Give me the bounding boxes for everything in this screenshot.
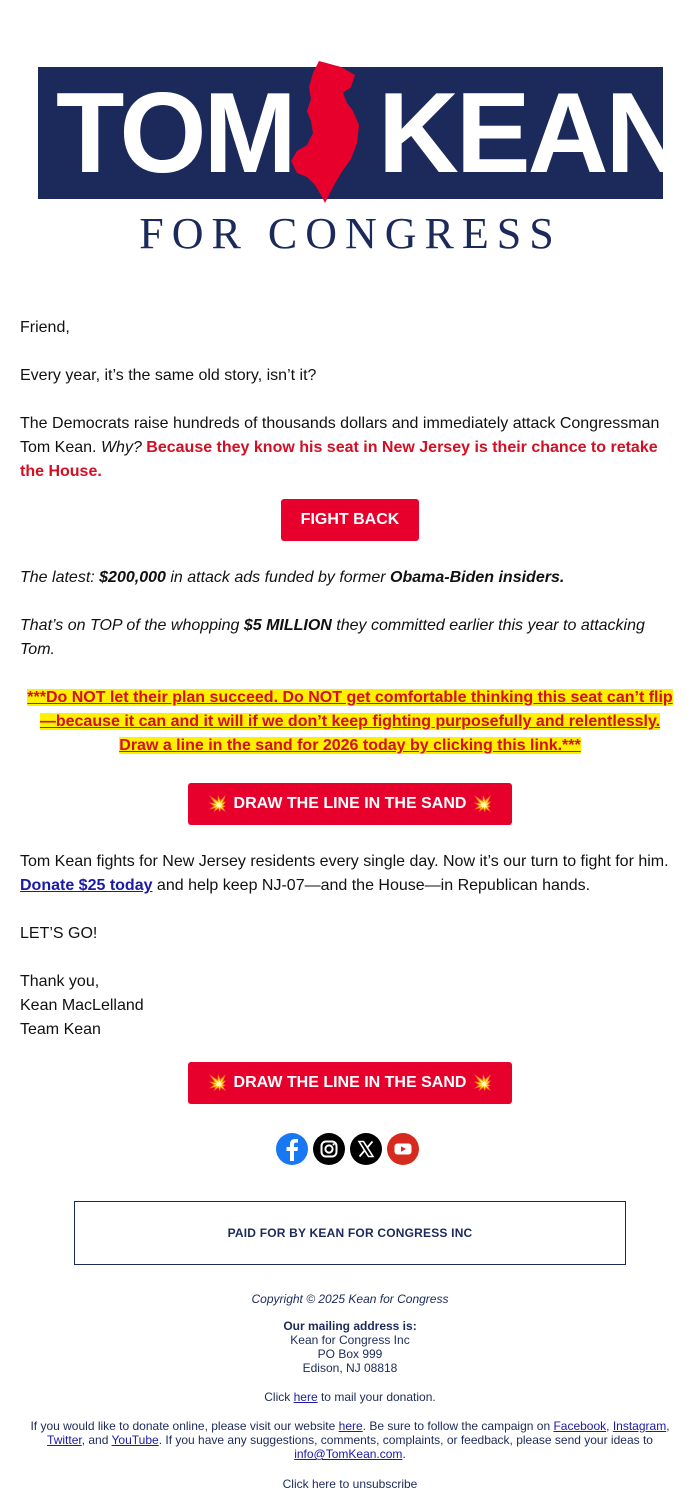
p2-text: The Democrats raise hundreds of thousands dollars and immediately attack Congressman Tom Kean. bbox=[20, 415, 660, 456]
explosion-icon: 💥 bbox=[207, 796, 228, 813]
unsubscribe-link[interactable]: Click here to unsubscribe bbox=[282, 1477, 418, 1491]
sign-name: Kean MacLelland bbox=[20, 997, 144, 1014]
address-line-3: Edison, NJ 08818 bbox=[302, 1361, 398, 1375]
p4-amount: $5 MILLION bbox=[243, 617, 332, 634]
period-text: . bbox=[402, 1447, 406, 1461]
p3-b: in attack ads funded by former bbox=[165, 569, 391, 586]
instagram-icon[interactable] bbox=[313, 1133, 345, 1165]
paragraph-same-story: Every year, it’s the same old story, isn’t it? bbox=[20, 367, 317, 384]
fight-back-button[interactable]: FIGHT BACK bbox=[281, 499, 419, 541]
paragraph-lets-go: LET’S GO! bbox=[20, 925, 98, 942]
p5-b: and help keep NJ-07—and the House—in Republican hands. bbox=[152, 877, 591, 894]
p3-a: The latest: bbox=[20, 569, 100, 586]
mailing-label: Our mailing address is: bbox=[283, 1319, 417, 1333]
x-icon[interactable] bbox=[350, 1133, 382, 1165]
comma-text: , bbox=[666, 1419, 670, 1433]
paragraph-latest bbox=[20, 566, 680, 590]
facebook-icon[interactable] bbox=[276, 1133, 308, 1165]
p2-why: Why? bbox=[100, 439, 142, 456]
mailing-address bbox=[20, 1319, 680, 1375]
address-line-1: Kean for Congress Inc bbox=[290, 1333, 410, 1347]
sign-thank-you: Thank you, bbox=[20, 973, 100, 990]
youtube-icon[interactable] bbox=[387, 1133, 419, 1165]
explosion-icon: 💥 bbox=[472, 1075, 493, 1092]
address-line-2: PO Box 999 bbox=[317, 1347, 383, 1361]
online-donation-paragraph bbox=[20, 1419, 680, 1461]
online-text-b: . Be sure to follow the campaign on bbox=[362, 1419, 554, 1433]
new-jersey-map-icon bbox=[281, 57, 376, 207]
p5-a: Tom Kean fights for New Jersey residents every single day. Now it’s our turn to fight for him. bbox=[20, 853, 669, 870]
website-here-link[interactable]: here bbox=[338, 1419, 363, 1433]
copyright: Copyright © 2025 Kean for Congress bbox=[251, 1292, 449, 1306]
highlight-line-3[interactable]: Draw a line in the sand for 2026 today by clicking this link.*** bbox=[119, 737, 581, 754]
logo-subtitle: FOR CONGRESS bbox=[139, 209, 562, 258]
logo-word-tom: TOM bbox=[56, 68, 294, 197]
highlight-line-1[interactable]: ***Do NOT let their plan succeed. Do NOT get comfortable thinking this seat can’t flip bbox=[27, 689, 673, 706]
greeting: Friend, bbox=[20, 319, 70, 336]
email-link[interactable]: info@TomKean.com bbox=[294, 1447, 403, 1461]
donate-link[interactable]: Donate $25 today bbox=[20, 877, 153, 894]
paid-for-disclaimer: PAID FOR BY KEAN FOR CONGRESS INC bbox=[74, 1201, 626, 1265]
draw-the-line-button-bottom[interactable] bbox=[188, 1062, 512, 1104]
comma-text: , bbox=[606, 1419, 613, 1433]
p3-amount: $200,000 bbox=[99, 569, 166, 586]
logo-word-kean: KEAN bbox=[378, 68, 684, 197]
online-text-c: . If you have any suggestions, comments, complaints, or feedback, please send your ideas to bbox=[158, 1433, 653, 1447]
p4-a: That’s on TOP of the whopping bbox=[20, 617, 244, 634]
campaign-logo bbox=[38, 67, 684, 199]
x-glyph bbox=[350, 1133, 382, 1165]
online-text-a: If you would like to donate online, please visit our website bbox=[30, 1419, 339, 1433]
paragraph-tom-fights bbox=[20, 850, 680, 898]
youtube-glyph bbox=[387, 1133, 419, 1165]
instagram-link[interactable]: Instagram bbox=[612, 1419, 667, 1433]
explosion-icon: 💥 bbox=[472, 796, 493, 813]
twitter-link[interactable]: Twitter bbox=[47, 1433, 82, 1447]
sign-team: Team Kean bbox=[20, 1021, 101, 1038]
draw-the-line-label: DRAW THE LINE IN THE SAND bbox=[233, 1074, 467, 1091]
p4-b: they committed earlier this year to attacking Tom. bbox=[20, 617, 645, 658]
mail-donation-here-link[interactable]: here bbox=[293, 1390, 318, 1404]
paragraph-on-top bbox=[20, 614, 680, 662]
explosion-icon: 💥 bbox=[207, 1075, 228, 1092]
sign-off bbox=[20, 970, 680, 1042]
youtube-link[interactable]: YouTube bbox=[111, 1433, 159, 1447]
p3-who: Obama-Biden insiders. bbox=[390, 569, 565, 586]
facebook-glyph bbox=[276, 1133, 308, 1165]
mail-donation-line bbox=[20, 1390, 680, 1404]
paragraph-democrats bbox=[20, 412, 680, 484]
facebook-link[interactable]: Facebook bbox=[553, 1419, 607, 1433]
mail-donation-text: to mail your donation. bbox=[317, 1390, 436, 1404]
click-text: Click bbox=[264, 1390, 294, 1404]
highlight-call-to-action[interactable] bbox=[20, 686, 680, 758]
p2-red-text: Because they know his seat in New Jersey is their chance to retake the House. bbox=[20, 439, 658, 480]
instagram-glyph bbox=[313, 1133, 345, 1165]
draw-the-line-button-top[interactable] bbox=[188, 783, 512, 825]
highlight-line-2[interactable]: —because it can and it will if we don’t keep fighting purposefully and relentlessly. bbox=[39, 713, 661, 730]
draw-the-line-label: DRAW THE LINE IN THE SAND bbox=[233, 795, 467, 812]
and-text: , and bbox=[81, 1433, 112, 1447]
